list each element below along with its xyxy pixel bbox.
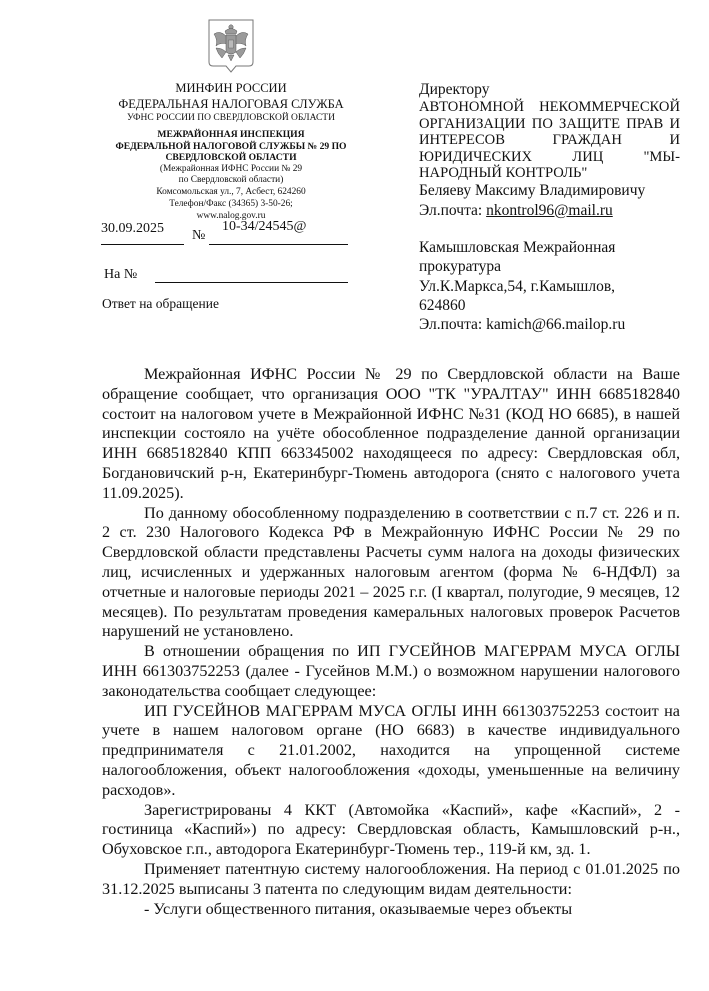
addressee-name: Беляеву Максиму Владимировичу	[419, 182, 646, 200]
body-paragraph: По данному обособленному подразделению в соответствии с п.7 ст. 226 и п. 2 ст. 230 Налогового Кодекса РФ в Межрайонную ИФНС России № 29 по Свердловской области представлены Расчеты сумм налога на доходы физических лиц, исчисленных и удержанных налоговым агентом (форма № 6-НДФЛ) за отчетные и налоговые периоды 2021 – 2025 г.г. (I квартал, полугодие, 9 месяцев, 12 месяцев). По результатам проведения камеральных налоговых проверок Расчетов нарушений не установлено.	[102, 503, 680, 641]
email-link[interactable]: nkontrol96@mail.ru	[486, 201, 613, 219]
regional-office-name: УФНС РОССИИ ПО СВЕРДЛОВСКОЙ ОБЛАСТИ	[127, 113, 335, 123]
addressee-postcode: 624860	[419, 296, 466, 314]
short-name-line: по Свердловской области)	[178, 175, 284, 186]
addressee-org-line: АВТОНОМНОЙ НЕКОММЕРЧЕСКОЙ	[419, 99, 680, 116]
date-underline	[101, 244, 184, 245]
ministry-name: МИНФИН РОССИИ	[175, 81, 287, 95]
body-paragraph: Применяет патентную систему налогообложения. На период с 01.01.2025 по 31.12.2025 выписаны 3 патента по следующим видам деятельности:	[102, 859, 680, 898]
short-name-line: (Межрайонная ИФНС России № 29	[159, 163, 303, 174]
body-paragraph: Межрайонная ИФНС России № 29 по Свердловской области на Ваше обращение сообщает, что организация ООО "ТК "УРАЛТАУ" ИНН 6685182840 состоит на налоговом учете в Межрайонной ИФНС №31 (КОД НО 6685), в нашей инспекции состояло на учёте обособленное подразделение данной организации ИНН 6685182840 КПП 663345002 находящееся по адресу: Свердловская обл, Богдановичский р-н, Екатеринбург-Тюмень автодорога (снято с налогового учета 11.09.2025).	[102, 365, 680, 502]
inspection-name-line: ФЕДЕРАЛЬНОЙ НАЛОГОВОЙ СЛУЖБЫ № 29 ПО	[115, 140, 347, 152]
reply-to-label: На №	[104, 267, 138, 282]
document-subject: Ответ на обращение	[102, 296, 219, 311]
email-label: Эл.почта:	[419, 316, 487, 334]
addressee-address-line: Ул.К.Маркса,54, г.Камышлов,	[419, 277, 616, 295]
reply-to-underline	[155, 282, 348, 283]
body-paragraph: - Услуги общественного питания, оказываемые через объекты	[144, 899, 573, 918]
email-address: kamich@66.mailop.ru	[486, 316, 626, 334]
addressee-org-line: НАРОДНЫЙ КОНТРОЛЬ"	[419, 164, 588, 181]
addressee-org-line: ОРГАНИЗАЦИИ ПО ЗАЩИТЕ ПРАВ И	[419, 115, 680, 132]
inspection-name-line: СВЕРДЛОВСКОЙ ОБЛАСТИ	[165, 152, 297, 163]
service-name: ФЕДЕРАЛЬНАЯ НАЛОГОВАЯ СЛУЖБА	[118, 97, 344, 111]
addressee-email-row	[419, 315, 680, 334]
issuer-address: Комсомольская ул., 7, Асбест, 624260	[156, 187, 306, 198]
russian-coat-of-arms-icon	[206, 18, 256, 74]
issuer-header	[100, 18, 362, 222]
letter-body	[102, 365, 680, 919]
issuer-website: www.nalog.gov.ru	[196, 210, 266, 221]
addressee-org-line: ИНТЕРЕСОВ ГРАЖДАН И	[419, 132, 680, 149]
document-number: 10-34/24545@	[222, 219, 307, 234]
number-underline	[209, 244, 348, 245]
issuer-phone: Телефон/Факс (34365) 3-50-26;	[169, 198, 293, 209]
body-paragraph: В отношении обращения по ИП ГУСЕЙНОВ МАГЕРРАМ МУСА ОГЛЫ ИНН 661303752253 (далее - Гусейнов М.М.) о возможном нарушении налогового законодательства сообщает следующее:	[102, 642, 680, 700]
addressee-org-line: прокуратура	[419, 258, 502, 276]
body-paragraph: ИП ГУСЕЙНОВ МАГЕРРАМ МУСА ОГЛЫ ИНН 661303752253 состоит на учете в нашем налоговом органе (НО 6683) в качестве индивидуального предпринимателя с 21.01.2002, находится на упрощенной системе налогообложения, объект налогообложения «доходы, уменьшенные на величину расходов».	[102, 701, 680, 799]
addressee-org-line: ЮРИДИЧЕСКИХ ЛИЦ "МЫ-	[419, 148, 680, 165]
inspection-name-line: МЕЖРАЙОННАЯ ИНСПЕКЦИЯ	[157, 129, 305, 140]
addressee-position: Директору	[419, 81, 490, 98]
document-date: 30.09.2025	[101, 221, 164, 236]
number-sign: №	[192, 228, 206, 243]
addressee-2	[419, 238, 680, 334]
body-paragraph: Зарегистрированы 4 ККТ (Автомойка «Каспий», кафе «Каспий», 2 - гостиница «Каспий») по адресу: Свердловская область, Камышловский р-н., Обуховское г.п., автодорога Екатеринбург-Тюмень тер., 119-й км, зд. 1.	[102, 800, 680, 859]
addressee-1	[419, 80, 680, 220]
addressee-org-line: Камышловская Межрайонная	[419, 239, 616, 256]
email-label: Эл.почта:	[419, 201, 487, 219]
addressee-email-row	[419, 201, 680, 220]
